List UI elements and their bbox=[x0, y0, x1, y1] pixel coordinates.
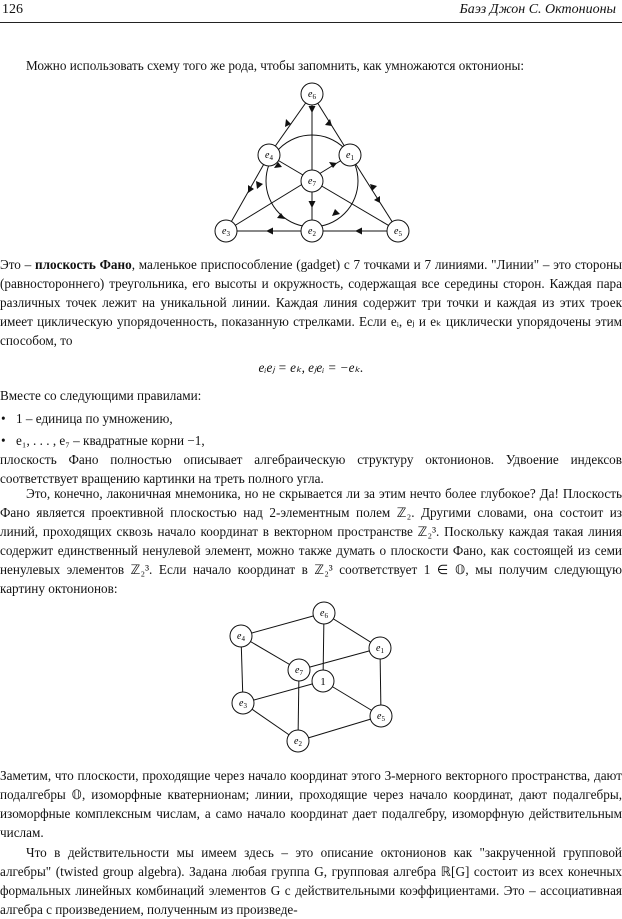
fano-node-e5 bbox=[387, 220, 409, 242]
rule-item-1: • 1 – единица по умножению, bbox=[0, 409, 622, 428]
page-header bbox=[0, 2, 622, 22]
label-e5: $e_5$ bbox=[394, 226, 402, 238]
label-e3: $e_3$ bbox=[222, 226, 230, 238]
intro-text: Можно использовать схему того же рода, чтобы запомнить, как умножаются октонионы: bbox=[26, 58, 525, 73]
rules-intro: Вместе со следующими правилами: bbox=[0, 388, 202, 403]
arrow-10 bbox=[355, 228, 362, 235]
rule-item-2: • e₁, . . . , e₇ – квадратные корни −1, bbox=[0, 431, 622, 450]
cube-nodes bbox=[230, 602, 392, 752]
cube-node-e7 bbox=[288, 659, 310, 681]
equation bbox=[0, 358, 622, 377]
term-fano-plane: плоскость Фано bbox=[35, 257, 132, 272]
cube-edge-e4-e6 bbox=[241, 613, 324, 636]
cube-label-e5: $e_5$ bbox=[377, 711, 385, 723]
cube-node-e4 bbox=[230, 625, 252, 647]
cube-label-e1: $e_1$ bbox=[376, 643, 384, 655]
paragraph-twisted-algebra bbox=[0, 843, 622, 919]
fano-node-e2 bbox=[301, 220, 323, 242]
label-e4: $e_4$ bbox=[265, 150, 273, 162]
para5-text: Что в действительности мы имеем здесь – это описание октонионов как "закрученной групповой алгебры" (twisted group algebra). Задана любая группа G, групповая алгебра ℝ[G] состоит из всех конечных формальных линейных комбинаций элементов G с действительными коэффициентами. Это – ассоциативная алгебра с произведением, полученным из произведе- bbox=[0, 845, 622, 917]
cube-label-e2: $e_2$ bbox=[294, 736, 302, 748]
arrow-5 bbox=[256, 181, 263, 189]
cube-label-e6: $e_6$ bbox=[320, 608, 328, 620]
cube-node-e3 bbox=[232, 692, 254, 714]
equation-text: eᵢeⱼ = eₖ, eⱼeᵢ = −eₖ. bbox=[258, 360, 364, 375]
cube-label-e3: $e_3$ bbox=[239, 698, 247, 710]
arrow-14 bbox=[277, 213, 285, 219]
arrow-13 bbox=[332, 209, 340, 216]
cube-node-one bbox=[312, 670, 334, 692]
arrow-9 bbox=[266, 228, 273, 235]
label-e1: $e_1$ bbox=[346, 150, 354, 162]
fano-node-e3 bbox=[215, 220, 237, 242]
fano-node-e1 bbox=[339, 144, 361, 166]
fano-plane-diagram bbox=[200, 78, 430, 246]
fano-node-e4 bbox=[258, 144, 280, 166]
fano-line-e4-e3 bbox=[226, 155, 269, 231]
paragraph-subalgebras bbox=[0, 766, 622, 842]
fano-line-e1-e5 bbox=[350, 155, 398, 231]
label-e7: $e_7$ bbox=[308, 176, 316, 188]
cube-node-e2 bbox=[287, 730, 309, 752]
cube-edge-e7-e1 bbox=[299, 648, 380, 670]
label-e6: $e_6$ bbox=[308, 89, 316, 101]
cube-label-one: 1 bbox=[320, 676, 326, 688]
cube-node-e5 bbox=[370, 705, 392, 727]
arrow-7 bbox=[370, 184, 377, 191]
cube-label-e7: $e_7$ bbox=[295, 665, 303, 677]
cube-label-e4: $e_4$ bbox=[237, 631, 245, 643]
para4-text: Заметим, что плоскости, проходящие через начало координат этого 3-мерного векторного пространства, дают подалгебры 𝕆, изоморфные кватернионам; линии, проходящие через начало координат, дают подалгебры, изоморфные комплексным числам, а само начало координат дает подалгебру, изоморфную действительным числам. bbox=[0, 768, 622, 840]
intro-paragraph bbox=[0, 56, 622, 75]
cube-edge-e2-e5 bbox=[298, 716, 381, 741]
fano-node-e7 bbox=[301, 170, 323, 192]
cube-node-e1 bbox=[369, 637, 391, 659]
page-number: 126 bbox=[2, 2, 23, 17]
arrow-1 bbox=[309, 106, 316, 113]
rules-block bbox=[0, 386, 622, 488]
octonion-cube-diagram bbox=[220, 600, 400, 758]
header-rule bbox=[0, 22, 622, 23]
fano-node-e6 bbox=[301, 83, 323, 105]
label-e2: $e_2$ bbox=[308, 226, 316, 238]
running-title: Баэз Джон С. Октонионы bbox=[459, 2, 616, 17]
paragraph-projective bbox=[0, 484, 622, 598]
paragraph-structure: плоскость Фано полностью описывает алгебраическую структуру октонионов. Удвоение индексов соответствует вращению картинки на треть полного угла. bbox=[0, 452, 622, 486]
paragraph-fano bbox=[0, 255, 622, 350]
cube-node-e6 bbox=[313, 602, 335, 624]
arrow-2 bbox=[309, 201, 316, 208]
para3-text: Это, конечно, лаконичная мнемоника, но не скрывается ли за этим нечто более глубокое? Да! Плоскость Фано является проективной плоскостью над 2-элементным полем ℤ₂. Другими словами, она состоит из линий, проходящих сквозь начало координат в векторном пространстве ℤ₂³. Поскольку каждая такая линия содержит единственный ненулевой элемент, можно также думать о плоскости Фано, как состоящей из семи ненулевых элементов ℤ₂³. Если начало координат в ℤ₂³ соответствует 1 ∈ 𝕆, мы получим следующую картину октонионов: bbox=[0, 486, 622, 596]
para1-body: , маленькое приспособление (gadget) с 7 точками и 7 линиями. "Линии" – это стороны (равностороннего) треугольника, его высоты и окружность, содержащая все середины сторон. Каждая пара различных точек лежит на уникальной линии. Каждая линия содержит три точки и каждая из этих троек имеет циклическую упорядоченность, показанную стрелками. Если eᵢ, eⱼ и eₖ циклически упорядочены этим способом, то bbox=[0, 257, 622, 348]
cube-edge-e3-one bbox=[243, 681, 323, 703]
para1-lead: Это – bbox=[0, 257, 36, 272]
